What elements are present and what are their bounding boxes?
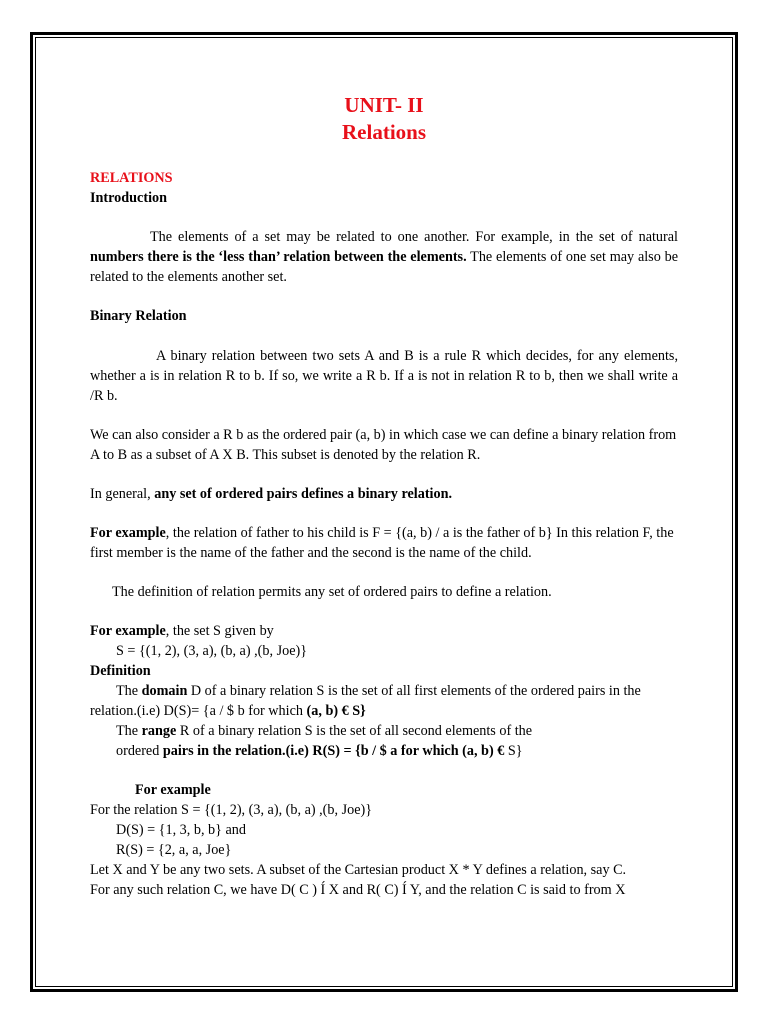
subject-title: Relations — [342, 120, 426, 144]
set-example-text: , the set S given by — [165, 623, 274, 639]
example-line-2: D(S) = {1, 3, b, b} and — [116, 822, 246, 838]
binary-paragraph-1 — [90, 346, 678, 406]
range-text-bold: pairs in the relation.(i.e) R(S) = {b / $ a for which (a, b) € — [162, 743, 505, 759]
definition-note — [90, 582, 678, 602]
unit-title: UNIT- II — [344, 93, 424, 117]
binary-heading: Binary Relation — [90, 308, 187, 324]
section-label: RELATIONS — [90, 170, 173, 186]
example-heading: For example — [135, 782, 211, 798]
range-text-b: R of a binary relation S is the set of all second elements of the — [176, 723, 533, 739]
definition-note-text: The definition of relation permits any set of ordered pairs to define a relation. — [112, 584, 552, 600]
intro-text-bold: numbers there is the ‘less than’ relation between the elements. — [90, 249, 467, 265]
range-text-a: The — [116, 723, 142, 739]
general-text-bold: any set of ordered pairs defines a binary relation. — [154, 486, 453, 502]
father-example-text: , the relation of father to his child is F = {(a, b) / a is the father of b} In this relation F, the first member is the name of the father and the second is the name of the child. — [90, 525, 674, 561]
binary-paragraph-2: We can also consider a R b as the ordered pair (a, b) in which case we can define a binary relation from A to B as a subset of A X B. This subset is denoted by the relation R. — [90, 427, 677, 463]
definition-heading: Definition — [90, 663, 151, 679]
father-example — [90, 523, 678, 563]
set-example-label: For example — [90, 623, 166, 639]
father-example-label: For example — [90, 525, 166, 541]
domain-definition — [90, 681, 678, 721]
intro-text-a: The elements of a set may be related to one another. For example, in the set of natural — [150, 229, 678, 245]
range-definition — [90, 721, 678, 741]
example-line-3: R(S) = {2, a, a, Joe} — [116, 842, 232, 858]
range-term: range — [141, 723, 177, 739]
binary-paragraph-3 — [90, 484, 678, 504]
set-example-value: S = {(1, 2), (3, a), (b, a) ,(b, Joe)} — [116, 643, 308, 659]
domain-term: domain — [141, 683, 188, 699]
domain-text-b: D of a binary relation S is the set of all first elements of the ordered pairs in the relation.(i.e) D(S)= {a / $ b for which — [90, 683, 641, 719]
domain-text-bold: (a, b) € S} — [306, 703, 366, 719]
example-line-4: Let X and Y be any two sets. A subset of the Cartesian product X * Y defines a relation, say C. — [90, 862, 627, 878]
example-line-1: For the relation S = {(1, 2), (3, a), (b, a) ,(b, Joe)} — [90, 802, 373, 818]
set-example — [90, 621, 678, 641]
intro-paragraph — [90, 227, 678, 287]
general-text: In general, — [90, 486, 155, 502]
range-text-d: S} — [504, 743, 523, 759]
intro-heading: Introduction — [90, 190, 167, 206]
domain-text-a: The — [116, 683, 142, 699]
example-line-5: For any such relation C, we have D( C ) Í X and R( C) Í Y, and the relation C is said to from X — [90, 882, 626, 898]
binary-text-1: A binary relation between two sets A and B is a rule R which decides, for any elements, whether a is in relation R to b. If so, we write a R b. If a is not in relation R to b, then we shall write a /R b. — [90, 348, 678, 404]
range-text-c: ordered — [116, 743, 163, 759]
intro-text-b: The elements of one set may also be related to the elements another set. — [90, 249, 678, 285]
range-definition-cont — [90, 741, 678, 761]
document-body — [90, 92, 678, 900]
